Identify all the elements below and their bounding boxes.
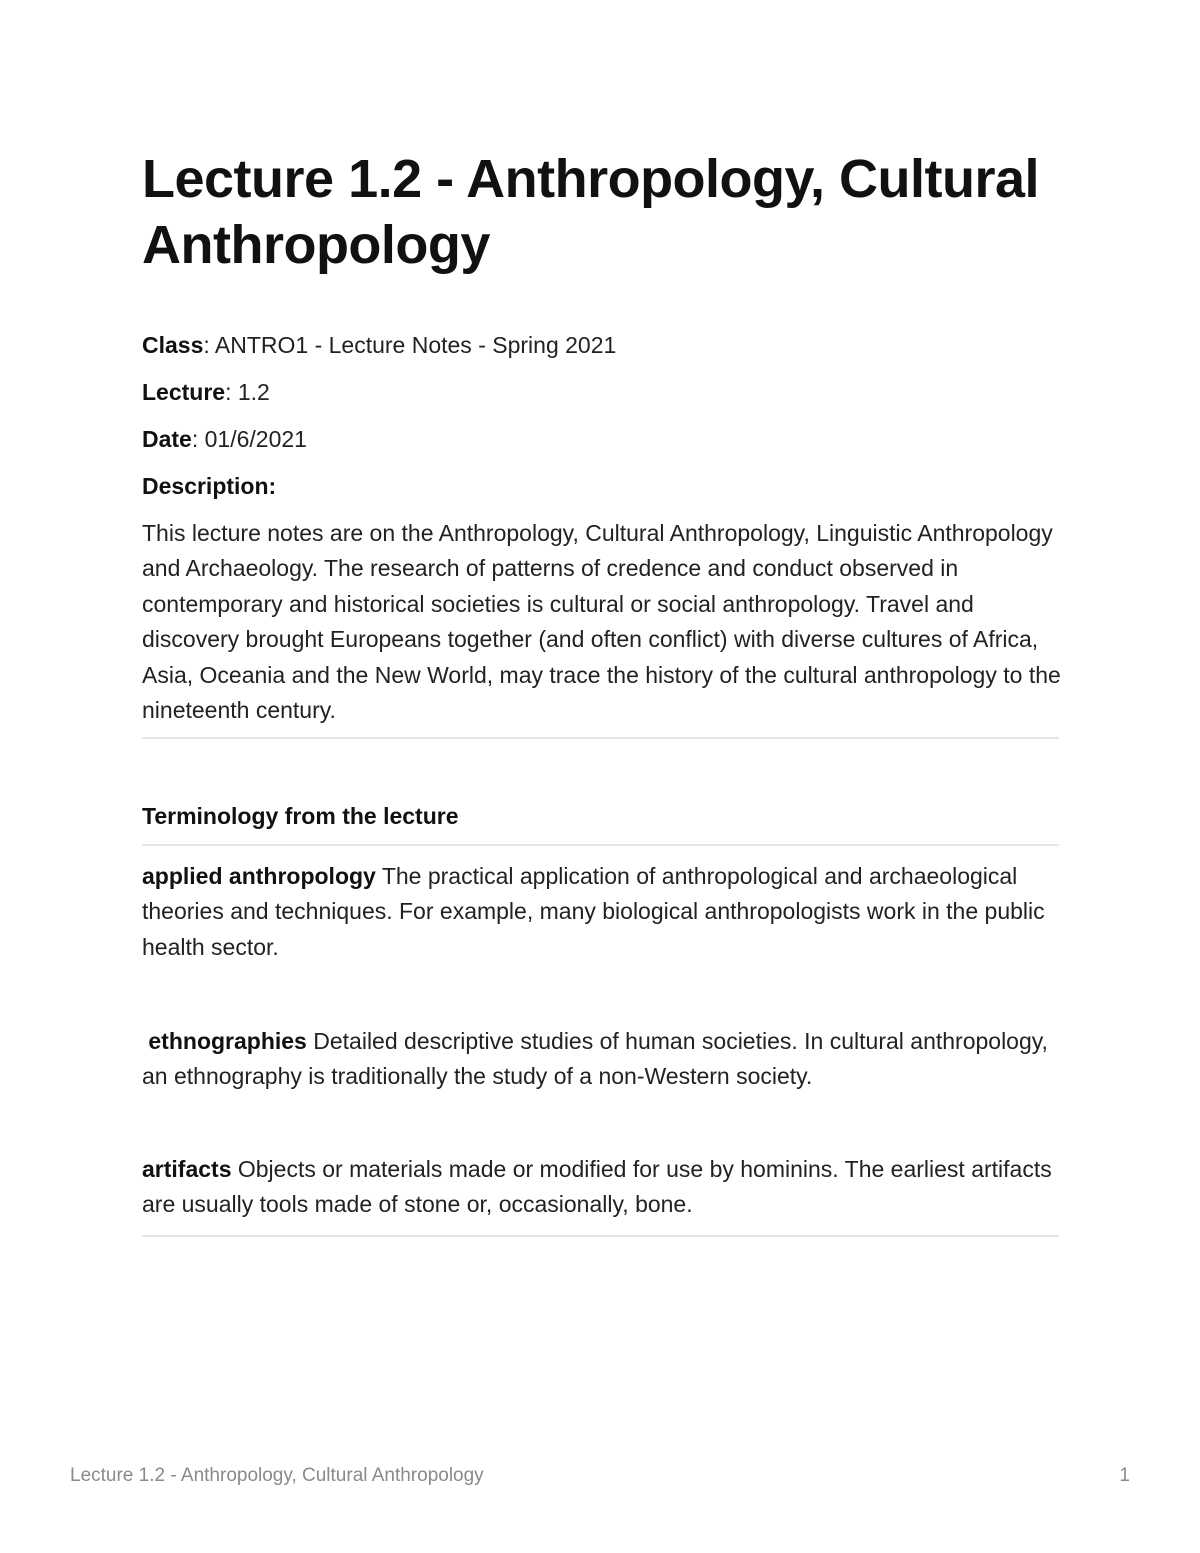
description-colon: : bbox=[268, 473, 277, 499]
term-definition: Detailed descriptive studies of human societies. In cultural anthropology, an ethnography is traditionally the study of a non-Western society. bbox=[142, 1028, 1048, 1090]
description-field bbox=[142, 471, 276, 501]
term-name: artifacts bbox=[142, 1156, 232, 1182]
lecture-value: : 1.2 bbox=[225, 379, 270, 405]
lecture-field bbox=[142, 377, 270, 407]
term-entry bbox=[142, 1152, 1067, 1223]
divider bbox=[142, 844, 1059, 846]
date-field bbox=[142, 424, 307, 454]
description-text: This lecture notes are on the Anthropology, Cultural Anthropology, Linguistic Anthropology and Archaeology. The research of patterns of credence and conduct observed in contemporary and historical societies is cultural or social anthropology. Travel and discovery brought Europeans together (and often conflict) with diverse cultures of Africa, Asia, Oceania and the New World, may trace the history of the cultural anthropology to the nineteenth century. bbox=[142, 520, 1061, 724]
term-entry bbox=[142, 859, 1067, 965]
divider bbox=[142, 1235, 1059, 1237]
page-number: 1 bbox=[1119, 1465, 1130, 1486]
term-name: applied anthropology bbox=[142, 863, 376, 889]
date-value: : 01/6/2021 bbox=[191, 426, 307, 452]
class-value: : ANTRO1 - Lecture Notes - Spring 2021 bbox=[203, 332, 617, 358]
lecture-label: Lecture bbox=[142, 379, 226, 405]
page-title: Lecture 1.2 - Anthropology, Cultural Anthropology bbox=[142, 149, 1040, 275]
term-entry bbox=[142, 1024, 1067, 1095]
class-field bbox=[142, 330, 616, 360]
term-definition: Objects or materials made or modified for use by hominins. The earliest artifacts are usually tools made of stone or, occasionally, bone. bbox=[142, 1156, 1052, 1218]
term-definition: The practical application of anthropological and archaeological theories and techniques. For example, many biological anthropologists work in the public health sector. bbox=[142, 863, 1045, 960]
class-label: Class bbox=[142, 332, 204, 358]
footer-title: Lecture 1.2 - Anthropology, Cultural Anthropology bbox=[70, 1465, 484, 1486]
date-label: Date bbox=[142, 426, 192, 452]
divider bbox=[142, 737, 1059, 739]
description-label: Description bbox=[142, 473, 269, 499]
terminology-heading: Terminology from the lecture bbox=[142, 803, 459, 829]
term-name: ethnographies bbox=[148, 1028, 307, 1054]
